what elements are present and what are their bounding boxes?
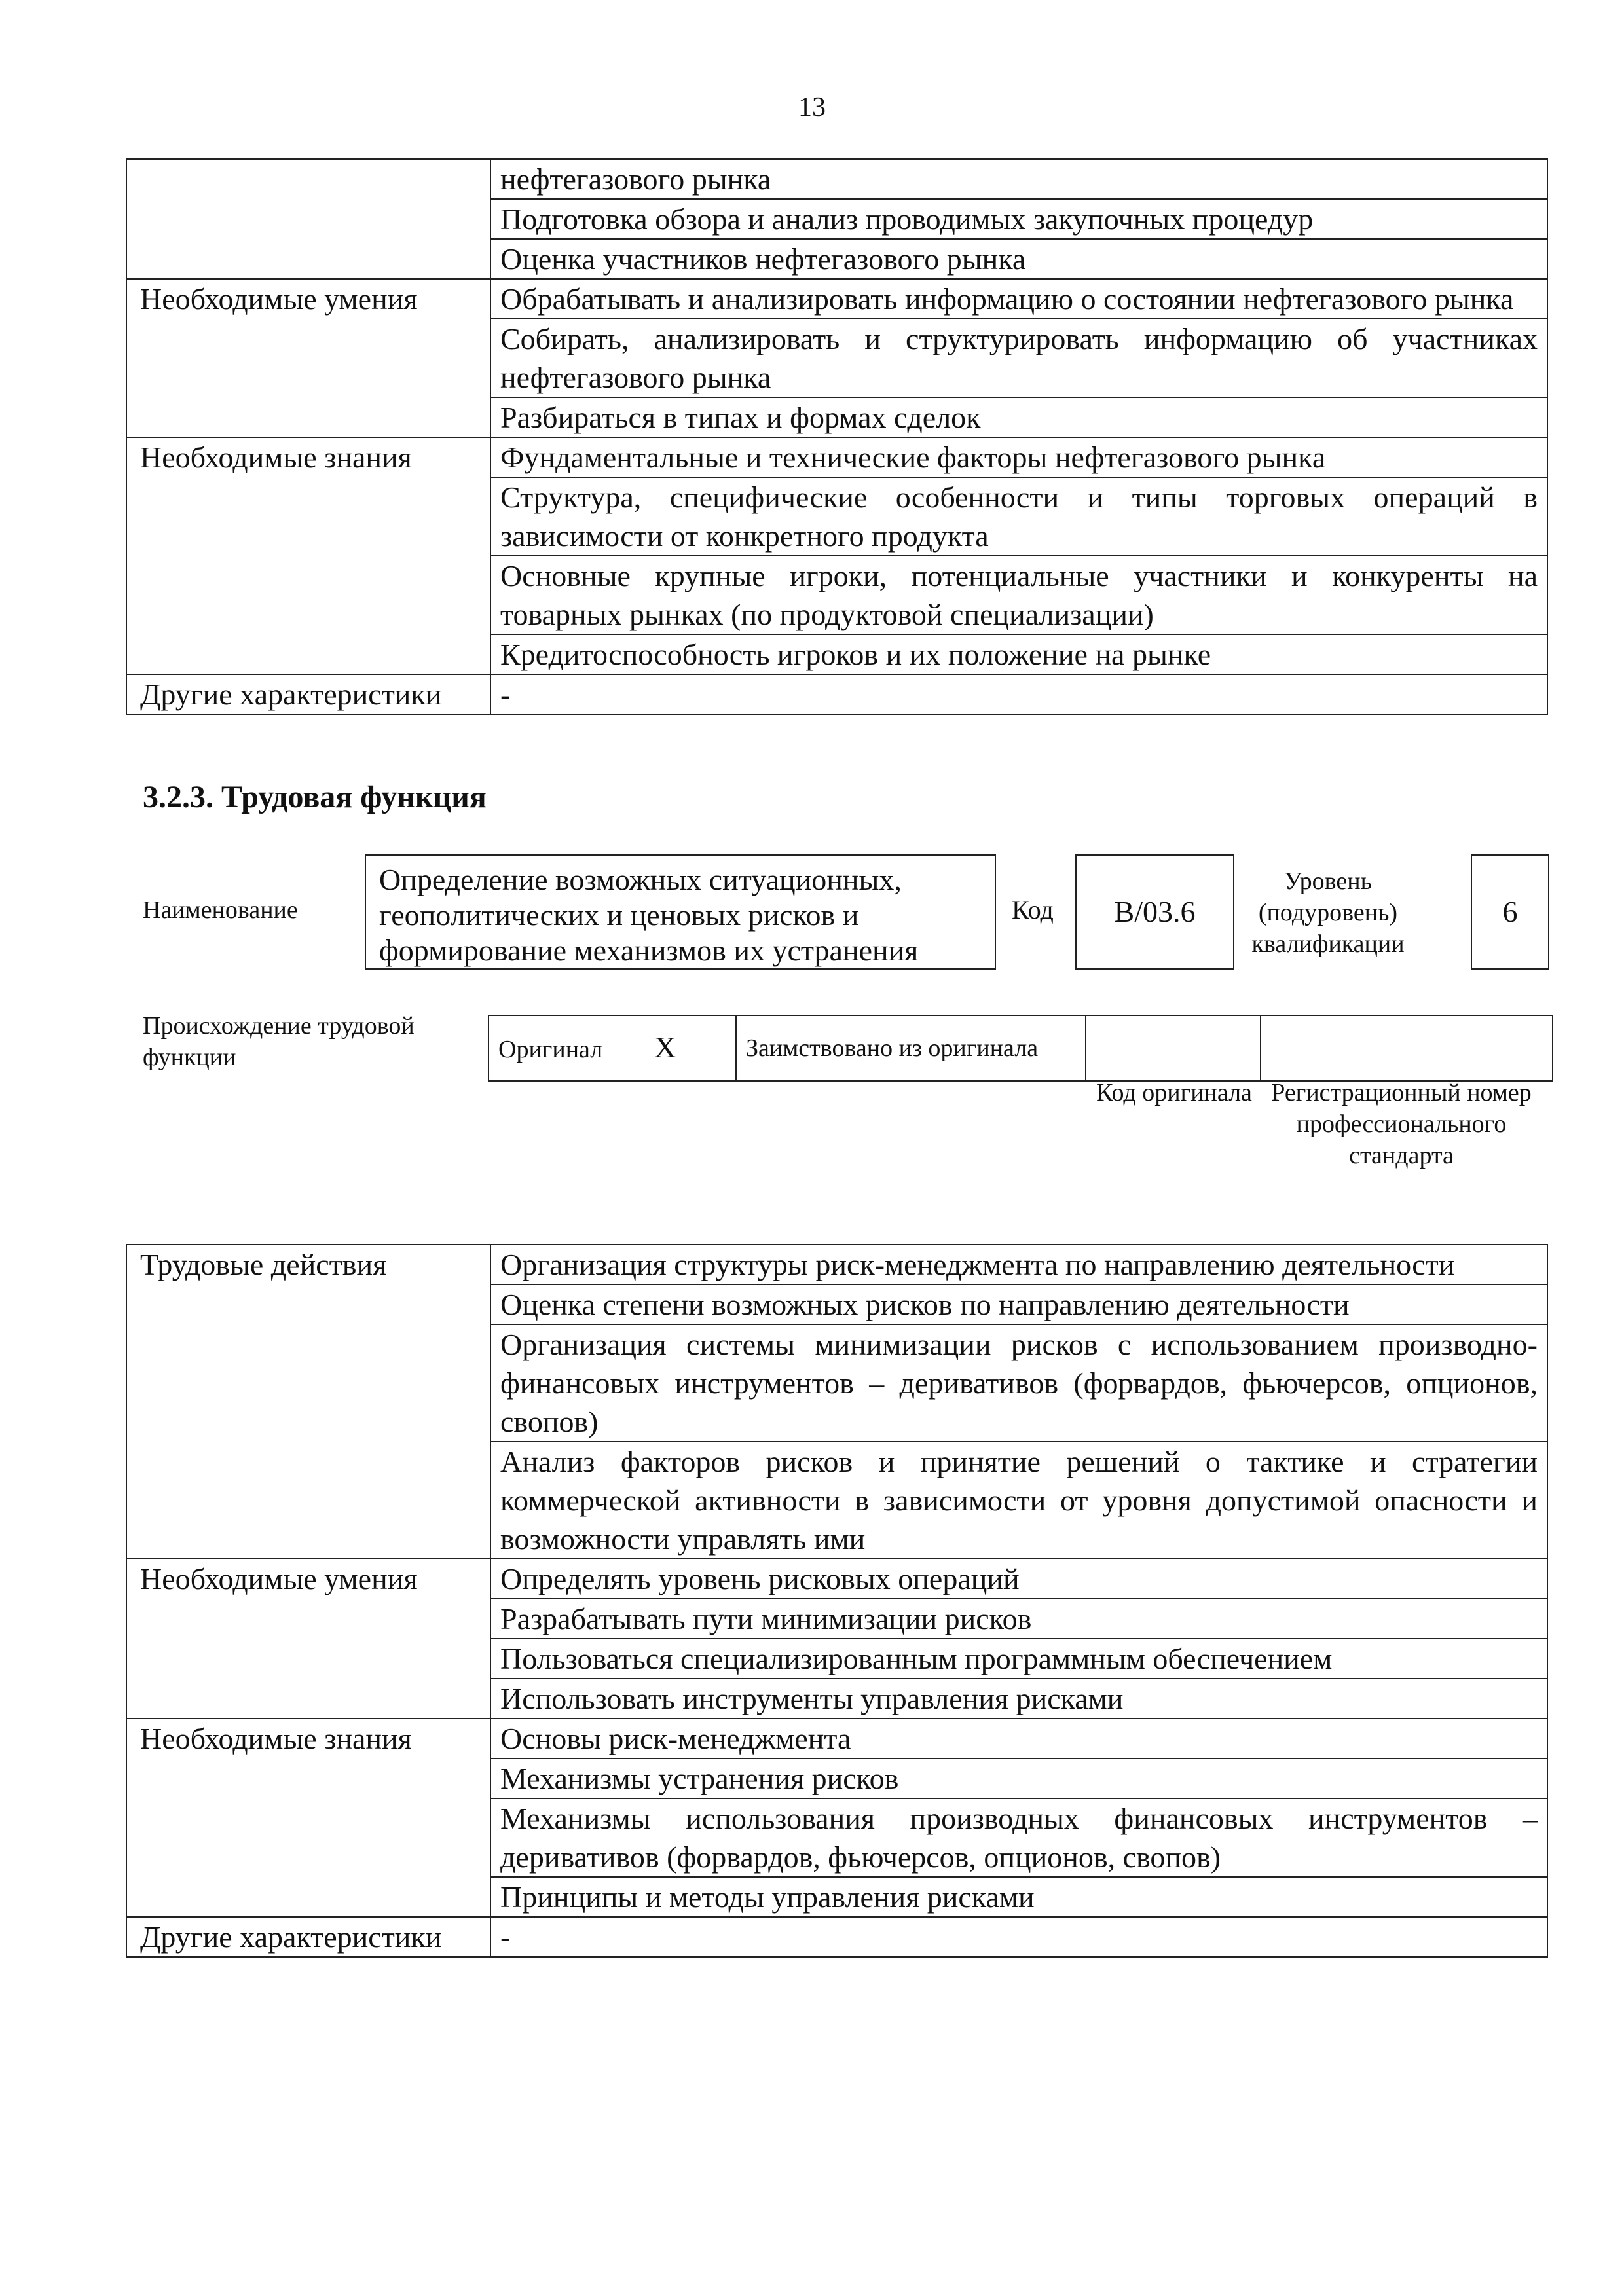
row-label-knowledge: Необходимые знания xyxy=(126,1719,490,1917)
origin-code-cell xyxy=(1086,1015,1261,1081)
row-label-other: Другие характеристики xyxy=(126,1917,490,1957)
table-cell: Кредитоспособность игроков и их положение на рынке xyxy=(490,634,1547,674)
origin-table xyxy=(488,1015,1553,1082)
table-cell: Определять уровень рисковых операций xyxy=(490,1559,1547,1599)
table-cell: - xyxy=(490,1917,1547,1957)
table-cell: Принципы и методы управления рисками xyxy=(490,1877,1547,1917)
row-label-actions: Трудовые действия xyxy=(126,1245,490,1559)
row-label xyxy=(126,159,490,279)
table-cell: Разбираться в типах и формах сделок xyxy=(490,397,1547,437)
section-heading: 3.2.3. Трудовая функция xyxy=(143,780,487,814)
table-cell: Собирать, анализировать и структурировать информацию об участниках нефтегазового рынка xyxy=(490,319,1547,397)
origin-original-label: Оригинал xyxy=(498,1035,603,1063)
competency-table xyxy=(126,1244,1548,1958)
table-cell: Основы риск-менеджмента xyxy=(490,1719,1547,1758)
level-label: Уровень (подуровень) квалификации xyxy=(1251,867,1405,958)
origin-mark: X xyxy=(654,1030,676,1064)
competency-table-continued xyxy=(126,158,1548,715)
function-name-box xyxy=(365,854,996,970)
table-cell: Подготовка обзора и анализ проводимых закупочных процедур xyxy=(490,199,1547,239)
table-cell: Оценка степени возможных рисков по направлению деятельности xyxy=(490,1285,1547,1324)
level-box xyxy=(1471,854,1549,970)
row-label-other: Другие характеристики xyxy=(126,674,490,714)
origin-borrowed-cell: Заимствовано из оригинала xyxy=(736,1015,1086,1081)
table-cell: Механизмы устранения рисков xyxy=(490,1758,1547,1798)
origin-original-cell xyxy=(489,1015,736,1081)
code-box xyxy=(1075,854,1234,970)
row-label-skills: Необходимые умения xyxy=(126,1559,490,1719)
table-cell: Пользоваться специализированным программным обеспечением xyxy=(490,1639,1547,1679)
code-label: Код xyxy=(1012,895,1054,924)
table-cell: - xyxy=(490,674,1547,714)
origin-reg-caption: Регистрационный номер профессионального стандарта xyxy=(1271,1079,1532,1169)
table-cell: Обрабатывать и анализировать информацию о состоянии нефтегазового рынка xyxy=(490,279,1547,319)
table-cell: Механизмы использования производных финансовых инструментов – деривативов (форвардов, фьючерсов, опционов, свопов) xyxy=(490,1798,1547,1877)
table-cell: Разрабатывать пути минимизации рисков xyxy=(490,1599,1547,1639)
origin-code-caption: Код оригинала xyxy=(1096,1079,1252,1106)
table-cell: Анализ факторов рисков и принятие решений о тактике и стратегии коммерческой активности в зависимости от уровня допустимой опасности и возможности управлять ими xyxy=(490,1442,1547,1559)
origin-label: Происхождение трудовой функции xyxy=(143,1012,415,1071)
name-label: Наименование xyxy=(143,896,298,924)
table-cell: Оценка участников нефтегазового рынка xyxy=(490,239,1547,279)
table-cell: Использовать инструменты управления рисками xyxy=(490,1679,1547,1719)
page-number: 13 xyxy=(798,92,826,122)
row-label-skills: Необходимые умения xyxy=(126,279,490,437)
level-value: 6 xyxy=(1502,895,1518,928)
table-cell: нефтегазового рынка xyxy=(490,159,1547,199)
function-name: Определение возможных ситуационных, геополитических и ценовых рисков и формирование механизмов их устранения xyxy=(379,863,919,967)
table-cell: Фундаментальные и технические факторы нефтегазового рынка xyxy=(490,437,1547,477)
code-value: B/03.6 xyxy=(1114,895,1196,928)
table-cell: Основные крупные игроки, потенциальные участники и конкуренты на товарных рынках (по продуктовой специализации) xyxy=(490,556,1547,634)
origin-reg-cell xyxy=(1261,1015,1553,1081)
row-label-knowledge: Необходимые знания xyxy=(126,437,490,674)
table-cell: Организация системы минимизации рисков с использованием производно-финансовых инструментов – деривативов (форвардов, фьючерсов, опционов, свопов) xyxy=(490,1324,1547,1442)
table-cell: Структура, специфические особенности и типы торговых операций в зависимости от конкретного продукта xyxy=(490,477,1547,556)
table-cell: Организация структуры риск-менеджмента по направлению деятельности xyxy=(490,1245,1547,1285)
